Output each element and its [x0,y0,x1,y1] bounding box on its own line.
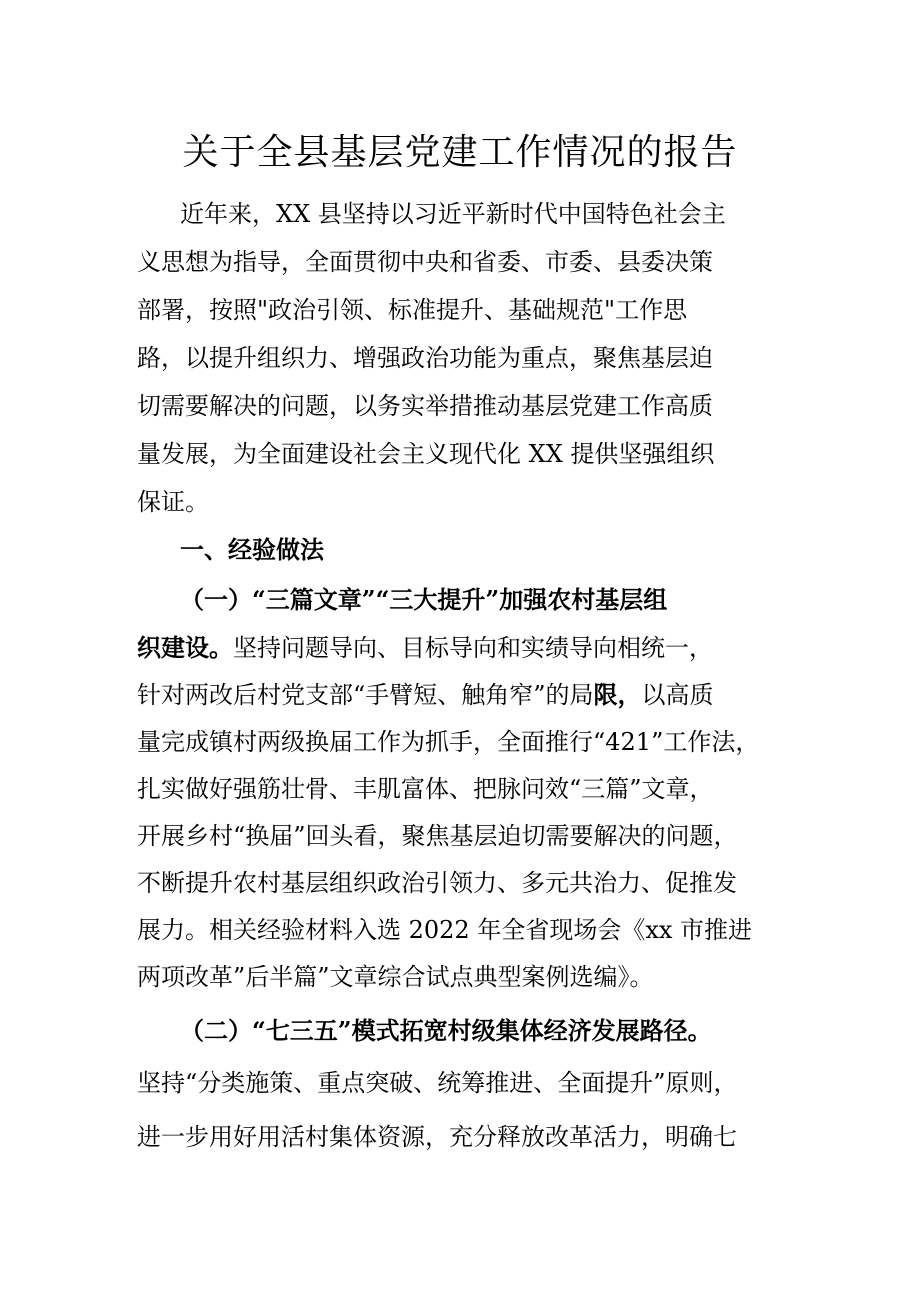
subsection-1-text: 坚持问题导向、目标导向和实绩导向相统一， [233,634,713,662]
subsection-1-line-3 [137,677,714,713]
intro-line-4: 路，以提升组织力、增强政治功能为重点，聚焦基层迫 [137,344,713,372]
subsection-1-bold-text: 限， [593,680,642,709]
subsection-1-line-2 [137,630,713,666]
subsection-1-heading: （一）“三篇文章”“三大提升”加强农村基层组 [180,585,668,614]
subsection-1-text: 针对两改后村党支部“手臂短、触角窄”的局 [137,681,594,709]
subsection-2-heading: （二）“七三五”模式拓宽村级集体经济发展路径。 [180,1016,712,1045]
subsection-1-line-5: 扎实做好强筋壮骨、丰肌富体、把脉问效“三篇”文章， [137,775,714,803]
document-title: 关于全县基层党建工作情况的报告 [182,132,738,173]
subsection-1-line-9: 两项改革”后半篇”文章综合试点典型案例选编》。 [137,963,654,991]
subsection-1-line-4: 量完成镇村两级换届工作为抓手，全面推行“421”工作法， [137,728,760,756]
subsection-1-text: 以高质 [641,681,714,709]
intro-line-2: 义思想为指导，全面贯彻中央和省委、市委、县委决策 [137,248,713,276]
section-heading: 一、经验做法 [180,535,324,564]
intro-line-6: 量发展，为全面建设社会主义现代化 XX 提供坚强组织 [137,440,715,468]
subsection-1-line-8: 展力。相关经验材料入选 2022 年全省现场会《xx 市推进 [137,916,753,944]
subsection-1-line-7: 不断提升农村基层组织政治引领力、多元共治力、促推发 [137,869,737,897]
intro-line-7: 保证。 [137,488,209,516]
intro-line-3: 部署，按照"政治引领、标准提升、基础规范"工作思 [137,296,688,324]
subsection-1-heading-end: 织建设。 [137,633,233,662]
intro-line-1: 近年来，XX 县坚持以习近平新时代中国特色社会主 [180,200,726,228]
intro-line-5: 切需要解决的问题，以务实举措推动基层党建工作高质 [137,392,713,420]
subsection-2-line-3: 进一步用好用活村集体资源，充分释放改革活力，明确七 [137,1123,737,1151]
subsection-2-line-2: 坚持“分类施策、重点突破、统筹推进、全面提升”原则， [137,1069,738,1097]
subsection-1-line-6: 开展乡村“换届”回头看，聚焦基层迫切需要解决的问题， [137,822,738,850]
